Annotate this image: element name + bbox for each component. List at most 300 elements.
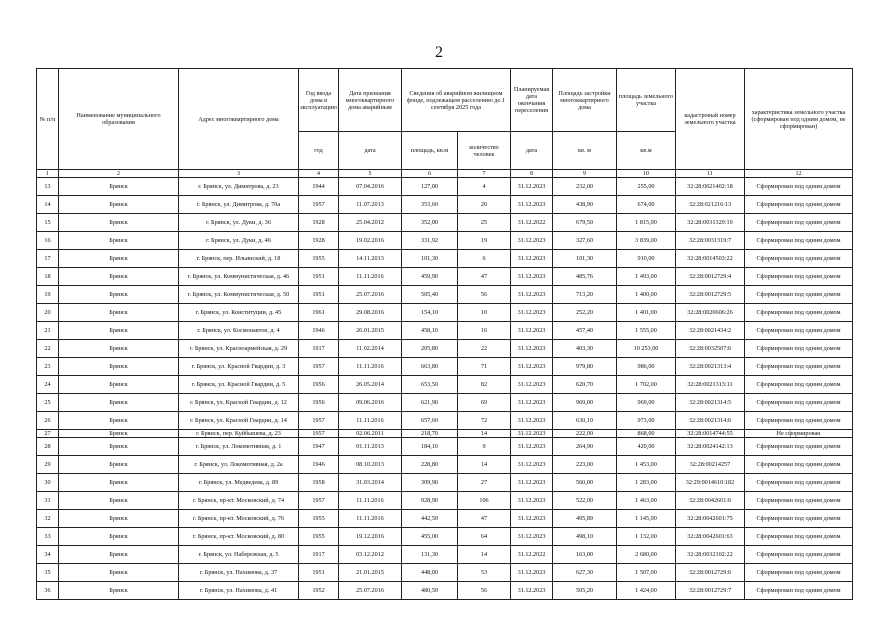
- header-year-built: Год ввода дома в эксплуатацию: [299, 69, 339, 132]
- land-area-cell: 1 702,00: [617, 376, 676, 394]
- building-area-cell: 495,89: [553, 510, 617, 528]
- building-area-cell: 485,76: [553, 268, 617, 286]
- header-number: № п/п: [37, 69, 59, 170]
- emergency-date-cell: 21.01.2015: [339, 564, 402, 582]
- building-area-cell: 264,90: [553, 438, 617, 456]
- column-number: 6: [402, 170, 458, 178]
- characteristic-cell: Сформирован под одним домом: [745, 456, 853, 474]
- people-cell: 47: [458, 268, 511, 286]
- land-area-cell: 1 283,00: [617, 474, 676, 492]
- row-number: 15: [37, 214, 59, 232]
- table-row: [37, 340, 853, 358]
- municipality-cell: Брянск: [59, 582, 179, 600]
- row-number: 29: [37, 456, 59, 474]
- municipality-cell: Брянск: [59, 456, 179, 474]
- row-number: 32: [37, 510, 59, 528]
- year-cell: 1957: [299, 412, 339, 430]
- column-number-row: [37, 170, 853, 178]
- year-cell: 1951: [299, 564, 339, 582]
- year-cell: 1957: [299, 492, 339, 510]
- subheader-year: год: [299, 132, 339, 170]
- relocation-date-cell: 31.12.2023: [511, 510, 553, 528]
- municipality-cell: Брянск: [59, 304, 179, 322]
- cadastral-cell: 32:28:0021313:4: [676, 358, 745, 376]
- municipality-cell: Брянск: [59, 438, 179, 456]
- relocation-date-cell: 31.12.2023: [511, 582, 553, 600]
- building-area-cell: 232,00: [553, 178, 617, 196]
- relocation-date-cell: 31.12.2023: [511, 456, 553, 474]
- address-cell: г. Брянск, ул. Коммунистическая, д. 50: [179, 286, 299, 304]
- characteristic-cell: Сформирован под одним домом: [745, 582, 853, 600]
- header-municipality: Наименование муниципального образования: [59, 69, 179, 170]
- land-area-cell: 868,00: [617, 430, 676, 438]
- cadastral-cell: 32:28:0014744:55: [676, 430, 745, 438]
- municipality-cell: Брянск: [59, 250, 179, 268]
- relocation-date-cell: 31.12.2023: [511, 304, 553, 322]
- emergency-date-cell: 01.11.2013: [339, 438, 402, 456]
- building-area-cell: 457,40: [553, 322, 617, 340]
- address-cell: г. Брянск, ул. Медведева, д. 89: [179, 474, 299, 492]
- people-cell: 56: [458, 582, 511, 600]
- area-cell: 353,60: [402, 196, 458, 214]
- row-number: 21: [37, 322, 59, 340]
- area-cell: 352,00: [402, 214, 458, 232]
- municipality-cell: Брянск: [59, 474, 179, 492]
- row-number: 33: [37, 528, 59, 546]
- building-area-cell: 223,00: [553, 456, 617, 474]
- emergency-date-cell: 14.11.2013: [339, 250, 402, 268]
- municipality-cell: Брянск: [59, 412, 179, 430]
- year-cell: 1928: [299, 232, 339, 250]
- address-cell: г. Брянск, ул. Красноармейская, д. 29: [179, 340, 299, 358]
- emergency-date-cell: 03.12.2012: [339, 546, 402, 564]
- land-area-cell: 1 424,00: [617, 582, 676, 600]
- column-number: 9: [553, 170, 617, 178]
- address-cell: г. Брянск, ул. Красной Гвардии, д. 3: [179, 358, 299, 376]
- row-number: 19: [37, 286, 59, 304]
- emergency-date-cell: 11.02.2014: [339, 340, 402, 358]
- housing-registry-table: [36, 68, 853, 600]
- building-area-cell: 522,00: [553, 492, 617, 510]
- column-number: 11: [676, 170, 745, 178]
- subheader-people: количество человек: [458, 132, 511, 170]
- emergency-date-cell: 25.07.2016: [339, 582, 402, 600]
- land-area-cell: 255,00: [617, 178, 676, 196]
- relocation-date-cell: 31.12.2023: [511, 430, 553, 438]
- people-cell: 4: [458, 178, 511, 196]
- address-cell: г. Брянск, ул. Набережная, д. 5: [179, 546, 299, 564]
- area-cell: 448,00: [402, 564, 458, 582]
- address-cell: г. Брянск, ул. Нахимова, д. 41: [179, 582, 299, 600]
- building-area-cell: 969,00: [553, 394, 617, 412]
- year-cell: 1928: [299, 214, 339, 232]
- header-address: Адрес многоквартирного дома: [179, 69, 299, 170]
- building-area-cell: 505,20: [553, 582, 617, 600]
- row-number: 16: [37, 232, 59, 250]
- cadastral-cell: 32:28:0042601:6: [676, 492, 745, 510]
- emergency-date-cell: 25.04.2012: [339, 214, 402, 232]
- relocation-date-cell: 31.12.2023: [511, 376, 553, 394]
- municipality-cell: Брянск: [59, 214, 179, 232]
- municipality-cell: Брянск: [59, 376, 179, 394]
- municipality-cell: Брянск: [59, 286, 179, 304]
- people-cell: 14: [458, 546, 511, 564]
- area-cell: 331,92: [402, 232, 458, 250]
- area-cell: 505,40: [402, 286, 458, 304]
- characteristic-cell: Сформирован под одним домом: [745, 546, 853, 564]
- year-cell: 1957: [299, 430, 339, 438]
- municipality-cell: Брянск: [59, 394, 179, 412]
- people-cell: 27: [458, 474, 511, 492]
- year-cell: 1946: [299, 456, 339, 474]
- table-row: [37, 412, 853, 430]
- row-number: 18: [37, 268, 59, 286]
- people-cell: 72: [458, 412, 511, 430]
- area-cell: 621,90: [402, 394, 458, 412]
- address-cell: г. Брянск, ул. Красной Гвардии, д. 14: [179, 412, 299, 430]
- column-number: 3: [179, 170, 299, 178]
- building-area-cell: 327,60: [553, 232, 617, 250]
- emergency-date-cell: 31.03.2014: [339, 474, 402, 492]
- building-area-cell: 620,70: [553, 376, 617, 394]
- row-number: 30: [37, 474, 59, 492]
- row-number: 34: [37, 546, 59, 564]
- table-row: [37, 564, 853, 582]
- cadastral-cell: 32:28:0042601:63: [676, 528, 745, 546]
- header-building-area: Площадь застройки многоквартирного дома: [553, 69, 617, 132]
- relocation-date-cell: 31.12.2023: [511, 564, 553, 582]
- row-number: 17: [37, 250, 59, 268]
- address-cell: г. Брянск, ул. Конституции, д. 45: [179, 304, 299, 322]
- row-number: 35: [37, 564, 59, 582]
- column-number: 4: [299, 170, 339, 178]
- area-cell: 127,00: [402, 178, 458, 196]
- table-row: [37, 268, 853, 286]
- people-cell: 22: [458, 340, 511, 358]
- address-cell: г. Брянск, ул. Красной Гвардии, д. 5: [179, 376, 299, 394]
- table-row: [37, 214, 853, 232]
- row-number: 25: [37, 394, 59, 412]
- table-row: [37, 376, 853, 394]
- emergency-date-cell: 07.04.2016: [339, 178, 402, 196]
- relocation-date-cell: 31.12.2023: [511, 528, 553, 546]
- year-cell: 1957: [299, 196, 339, 214]
- subheader-relocation-date: дата: [511, 132, 553, 170]
- table-row: [37, 492, 853, 510]
- land-area-cell: 3 839,00: [617, 232, 676, 250]
- municipality-cell: Брянск: [59, 340, 179, 358]
- cadastral-cell: 32:28:0014503:22: [676, 250, 745, 268]
- emergency-date-cell: 09.06.2016: [339, 394, 402, 412]
- relocation-date-cell: 31.12.2023: [511, 412, 553, 430]
- table-row: [37, 582, 853, 600]
- address-cell: г. Брянск, ул. Космонавтов, д. 4: [179, 322, 299, 340]
- table-row: [37, 546, 853, 564]
- address-cell: г. Брянск, ул. Дуки, д. 46: [179, 232, 299, 250]
- land-area-cell: 674,00: [617, 196, 676, 214]
- table-row: [37, 438, 853, 456]
- cadastral-cell: 32:28:0042601:75: [676, 510, 745, 528]
- area-cell: 205,80: [402, 340, 458, 358]
- characteristic-cell: Сформирован под одним домом: [745, 412, 853, 430]
- people-cell: 64: [458, 528, 511, 546]
- year-cell: 1951: [299, 268, 339, 286]
- characteristic-cell: Сформирован под одним домом: [745, 304, 853, 322]
- cadastral-cell: 32:28:0012729:4: [676, 268, 745, 286]
- area-cell: 101,30: [402, 250, 458, 268]
- row-number: 36: [37, 582, 59, 600]
- area-cell: 218,70: [402, 430, 458, 438]
- area-cell: 309,90: [402, 474, 458, 492]
- year-cell: 1961: [299, 304, 339, 322]
- table-row: [37, 358, 853, 376]
- characteristic-cell: Сформирован под одним домом: [745, 322, 853, 340]
- year-cell: 1944: [299, 178, 339, 196]
- emergency-date-cell: 11.07.2013: [339, 196, 402, 214]
- characteristic-cell: Сформирован под одним домом: [745, 492, 853, 510]
- characteristic-cell: Сформирован под одним домом: [745, 268, 853, 286]
- municipality-cell: Брянск: [59, 546, 179, 564]
- column-number: 5: [339, 170, 402, 178]
- area-cell: 657,60: [402, 412, 458, 430]
- address-cell: г. Брянск, ул. Димитрова, д. 70а: [179, 196, 299, 214]
- people-cell: 14: [458, 456, 511, 474]
- relocation-date-cell: 31.12.2023: [511, 492, 553, 510]
- subheader-land-sqm: кв.м: [617, 132, 676, 170]
- land-area-cell: 10 253,00: [617, 340, 676, 358]
- relocation-date-cell: 31.12.2022: [511, 214, 553, 232]
- building-area-cell: 498,10: [553, 528, 617, 546]
- header-land-characteristic: характеристика земельного участка (сформирован под одним домом, не сформирован): [745, 69, 853, 170]
- cadastral-cell: 32:28:021216:13: [676, 196, 745, 214]
- characteristic-cell: Сформирован под одним домом: [745, 214, 853, 232]
- relocation-date-cell: 31.12.2022: [511, 546, 553, 564]
- emergency-date-cell: 19.02.2016: [339, 232, 402, 250]
- address-cell: г. Брянск, пр-кт. Московский, д. 80: [179, 528, 299, 546]
- people-cell: 6: [458, 250, 511, 268]
- relocation-date-cell: 31.12.2023: [511, 340, 553, 358]
- emergency-date-cell: 26.01.2015: [339, 322, 402, 340]
- cadastral-cell: 32:28:0020606:26: [676, 304, 745, 322]
- characteristic-cell: Сформирован под одним домом: [745, 510, 853, 528]
- building-area-cell: 630,10: [553, 412, 617, 430]
- row-number: 20: [37, 304, 59, 322]
- year-cell: 1956: [299, 394, 339, 412]
- people-cell: 16: [458, 322, 511, 340]
- table-row: [37, 528, 853, 546]
- land-area-cell: 1 555,00: [617, 322, 676, 340]
- address-cell: г. Брянск, ул. Локомотивная, д. 2а: [179, 456, 299, 474]
- row-number: 13: [37, 178, 59, 196]
- people-cell: 53: [458, 564, 511, 582]
- cadastral-cell: 32:29:0014610:182: [676, 474, 745, 492]
- land-area-cell: 1 145,00: [617, 510, 676, 528]
- municipality-cell: Брянск: [59, 564, 179, 582]
- characteristic-cell: Сформирован под одним домом: [745, 232, 853, 250]
- municipality-cell: Брянск: [59, 196, 179, 214]
- cadastral-cell: 32:28:0012729:6: [676, 564, 745, 582]
- header-cadastral-number: кадастровый номер земельного участка: [676, 69, 745, 170]
- row-number: 22: [37, 340, 59, 358]
- row-number: 27: [37, 430, 59, 438]
- page-number: 2: [435, 44, 443, 61]
- address-cell: г. Брянск, ул. Нахимова, д. 37: [179, 564, 299, 582]
- people-cell: 82: [458, 376, 511, 394]
- year-cell: 1955: [299, 250, 339, 268]
- emergency-date-cell: 02.06.2011: [339, 430, 402, 438]
- year-cell: 1955: [299, 510, 339, 528]
- emergency-date-cell: 19.12.2016: [339, 528, 402, 546]
- year-cell: 1957: [299, 358, 339, 376]
- cadastral-cell: 32:28:00214257: [676, 456, 745, 474]
- municipality-cell: Брянск: [59, 430, 179, 438]
- people-cell: 10: [458, 304, 511, 322]
- year-cell: 1917: [299, 546, 339, 564]
- address-cell: г. Брянск, пер. Ильинский, д. 18: [179, 250, 299, 268]
- land-area-cell: 1 507,00: [617, 564, 676, 582]
- characteristic-cell: Сформирован под одним домом: [745, 394, 853, 412]
- column-number: 1: [37, 170, 59, 178]
- land-area-cell: 420,00: [617, 438, 676, 456]
- cadastral-cell: 32:28:0032102:22: [676, 546, 745, 564]
- relocation-date-cell: 31.12.2023: [511, 358, 553, 376]
- land-area-cell: 910,00: [617, 250, 676, 268]
- cadastral-cell: 32:28:0021313:11: [676, 376, 745, 394]
- relocation-date-cell: 31.12.2023: [511, 474, 553, 492]
- area-cell: 131,30: [402, 546, 458, 564]
- area-cell: 154,10: [402, 304, 458, 322]
- year-cell: 1956: [299, 376, 339, 394]
- year-cell: 1946: [299, 322, 339, 340]
- characteristic-cell: Сформирован под одним домом: [745, 358, 853, 376]
- year-cell: 1917: [299, 340, 339, 358]
- building-area-cell: 679,50: [553, 214, 617, 232]
- area-cell: 653,50: [402, 376, 458, 394]
- emergency-date-cell: 29.08.2016: [339, 304, 402, 322]
- address-cell: г. Брянск, ул. Димитрова, д. 23: [179, 178, 299, 196]
- characteristic-cell: Не сформирован: [745, 430, 853, 438]
- table-row: [37, 250, 853, 268]
- column-number: 7: [458, 170, 511, 178]
- people-cell: 69: [458, 394, 511, 412]
- municipality-cell: Брянск: [59, 510, 179, 528]
- people-cell: 47: [458, 510, 511, 528]
- area-cell: 228,80: [402, 456, 458, 474]
- header-land-area: площадь земельного участка: [617, 69, 676, 132]
- characteristic-cell: Сформирован под одним домом: [745, 340, 853, 358]
- building-area-cell: 222,00: [553, 430, 617, 438]
- cadastral-cell: 32:28:0031320:19: [676, 214, 745, 232]
- row-number: 23: [37, 358, 59, 376]
- column-number: 12: [745, 170, 853, 178]
- cadastral-cell: 32:28:0031319:7: [676, 232, 745, 250]
- municipality-cell: Брянск: [59, 178, 179, 196]
- emergency-date-cell: 11.11.2016: [339, 358, 402, 376]
- building-area-cell: 979,80: [553, 358, 617, 376]
- cadastral-cell: 32:28:0021314:6: [676, 412, 745, 430]
- area-cell: 184,10: [402, 438, 458, 456]
- relocation-date-cell: 31.12.2023: [511, 438, 553, 456]
- subheader-date: дата: [339, 132, 402, 170]
- characteristic-cell: Сформирован под одним домом: [745, 564, 853, 582]
- building-area-cell: 403,30: [553, 340, 617, 358]
- building-area-cell: 713,20: [553, 286, 617, 304]
- building-area-cell: 560,00: [553, 474, 617, 492]
- area-cell: 458,10: [402, 322, 458, 340]
- emergency-date-cell: 11.11.2016: [339, 268, 402, 286]
- address-cell: г. Брянск, ул. Локомотивная, д. 1: [179, 438, 299, 456]
- municipality-cell: Брянск: [59, 358, 179, 376]
- emergency-date-cell: 11.11.2016: [339, 492, 402, 510]
- municipality-cell: Брянск: [59, 268, 179, 286]
- relocation-date-cell: 31.12.2023: [511, 232, 553, 250]
- emergency-date-cell: 26.05.2014: [339, 376, 402, 394]
- land-area-cell: 1 453,00: [617, 456, 676, 474]
- land-area-cell: 1 132,00: [617, 528, 676, 546]
- row-number: 26: [37, 412, 59, 430]
- land-area-cell: 2 680,00: [617, 546, 676, 564]
- table-row: [37, 286, 853, 304]
- address-cell: г. Брянск, пр-кт. Московский, д. 74: [179, 492, 299, 510]
- emergency-date-cell: 25.07.2016: [339, 286, 402, 304]
- characteristic-cell: Сформирован под одним домом: [745, 250, 853, 268]
- people-cell: 20: [458, 196, 511, 214]
- subheader-area: площадь, кв.м: [402, 132, 458, 170]
- row-number: 14: [37, 196, 59, 214]
- year-cell: 1951: [299, 286, 339, 304]
- characteristic-cell: Сформирован под одним домом: [745, 376, 853, 394]
- land-area-cell: 986,00: [617, 358, 676, 376]
- area-cell: 459,90: [402, 268, 458, 286]
- cadastral-cell: 32:28:0012729:7: [676, 582, 745, 600]
- municipality-cell: Брянск: [59, 528, 179, 546]
- cadastral-cell: 32:28:0021314:5: [676, 394, 745, 412]
- cadastral-cell: 32:28:0021434:2: [676, 322, 745, 340]
- emergency-date-cell: 08.10.2013: [339, 456, 402, 474]
- relocation-date-cell: 31.12.2023: [511, 250, 553, 268]
- cadastral-cell: 32:28:0024142:13: [676, 438, 745, 456]
- area-cell: 663,80: [402, 358, 458, 376]
- address-cell: г. Брянск, пр-кт. Московский, д. 76: [179, 510, 299, 528]
- building-area-cell: 438,90: [553, 196, 617, 214]
- relocation-date-cell: 31.12.2023: [511, 268, 553, 286]
- people-cell: 19: [458, 232, 511, 250]
- table-row: [37, 178, 853, 196]
- land-area-cell: 1 815,00: [617, 214, 676, 232]
- table-row: [37, 510, 853, 528]
- table-row: [37, 322, 853, 340]
- relocation-date-cell: 31.12.2023: [511, 394, 553, 412]
- people-cell: 14: [458, 430, 511, 438]
- municipality-cell: Брянск: [59, 492, 179, 510]
- area-cell: 928,90: [402, 492, 458, 510]
- cadastral-cell: 32:28:0012729:5: [676, 286, 745, 304]
- row-number: 24: [37, 376, 59, 394]
- emergency-date-cell: 11.11.2016: [339, 510, 402, 528]
- people-cell: 9: [458, 438, 511, 456]
- building-area-cell: 627,30: [553, 564, 617, 582]
- address-cell: г. Брянск, ул. Красной Гвардии, д. 12: [179, 394, 299, 412]
- table-row: [37, 196, 853, 214]
- table-row: [37, 232, 853, 250]
- people-cell: 56: [458, 286, 511, 304]
- land-area-cell: 973,00: [617, 412, 676, 430]
- land-area-cell: 1 493,00: [617, 268, 676, 286]
- table-body: [37, 178, 853, 600]
- characteristic-cell: Сформирован под одним домом: [745, 438, 853, 456]
- characteristic-cell: Сформирован под одним домом: [745, 474, 853, 492]
- people-cell: 71: [458, 358, 511, 376]
